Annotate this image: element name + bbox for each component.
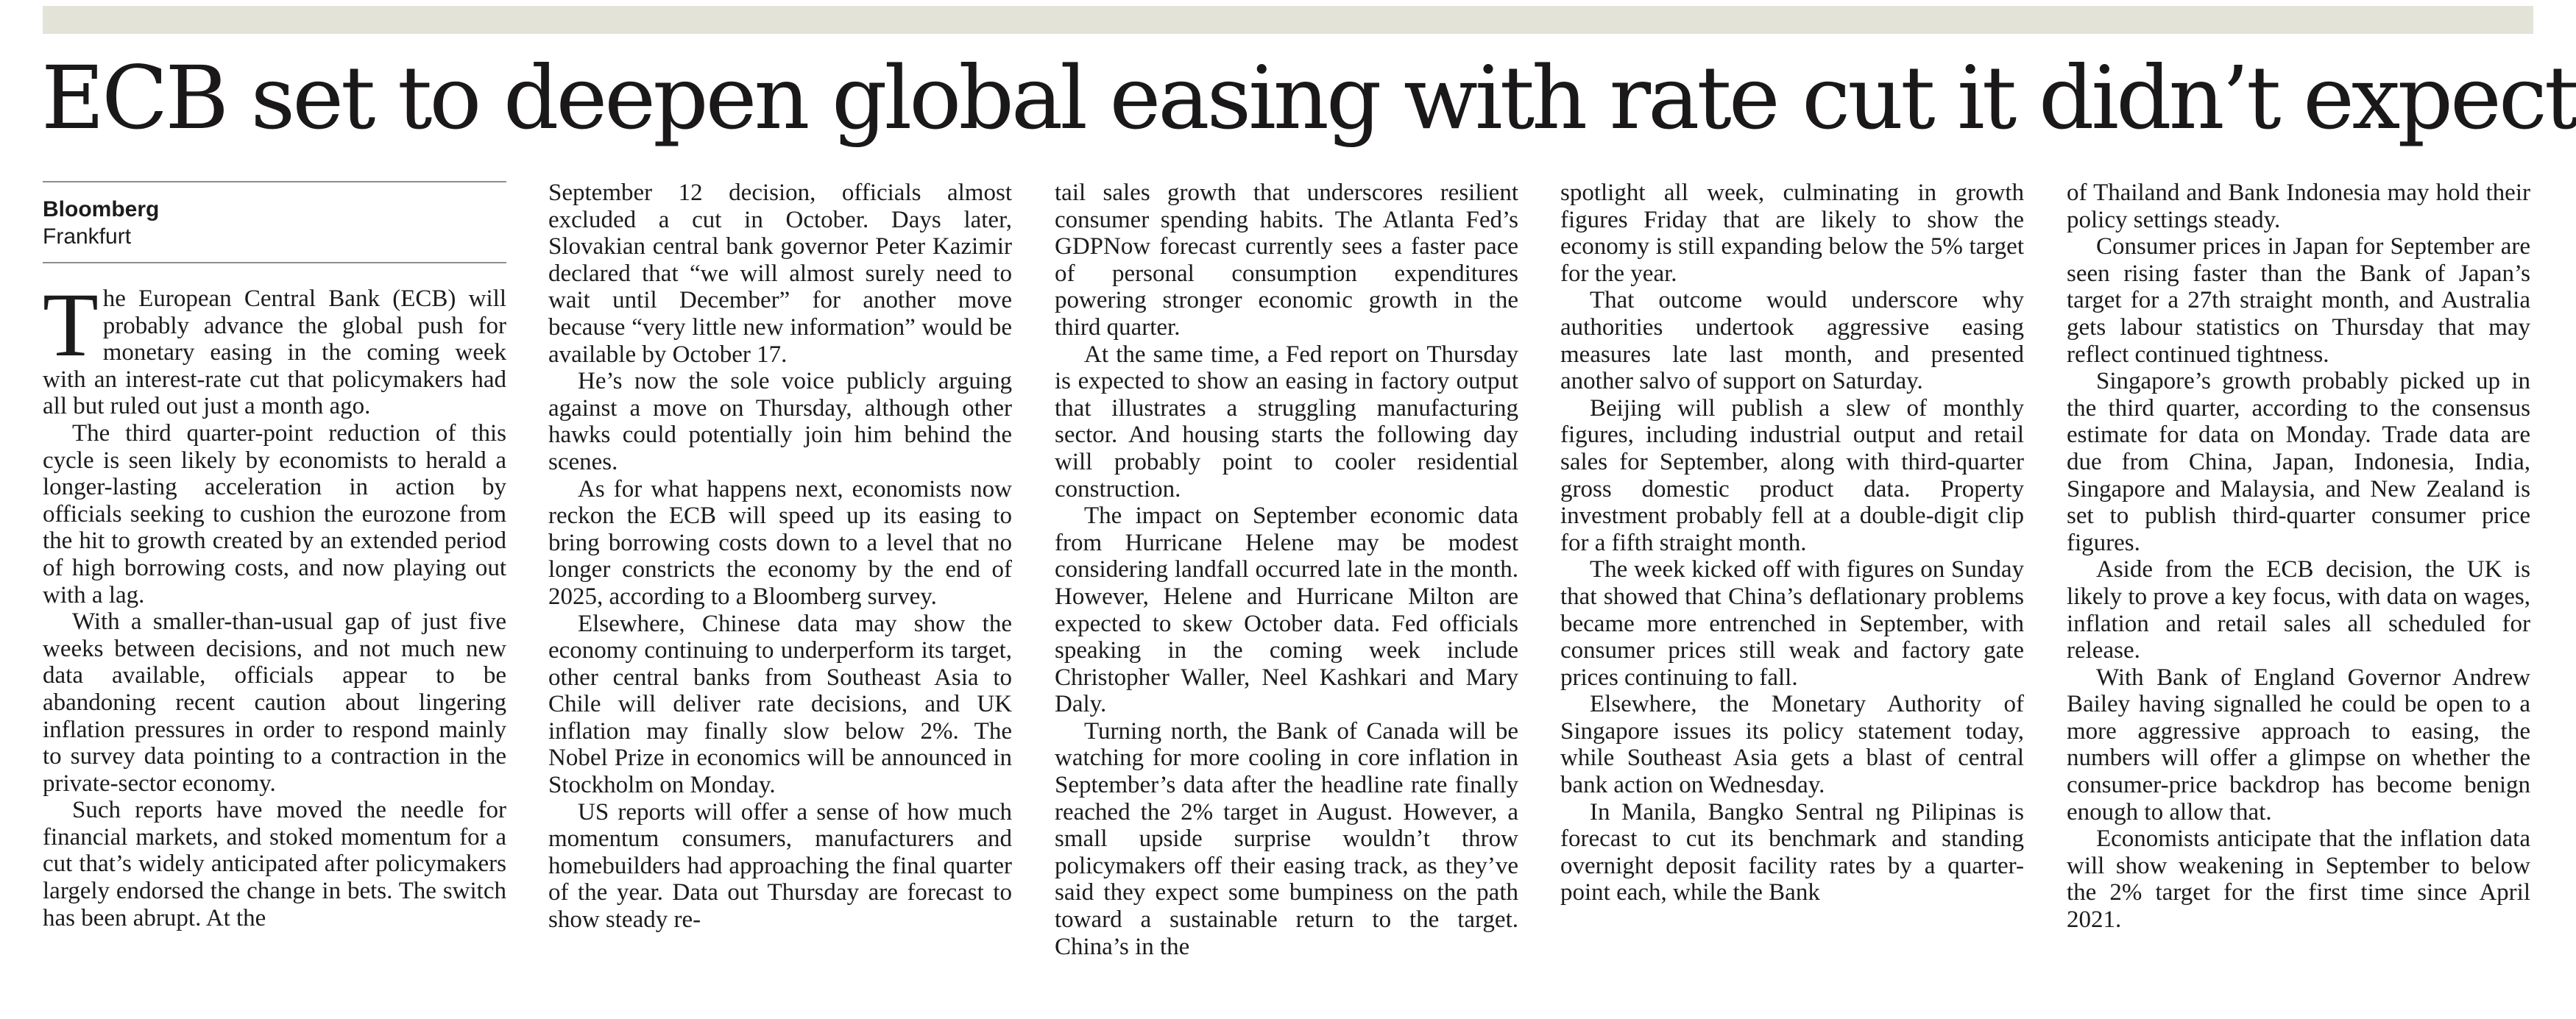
paragraph: Aside from the ECB decision, the UK is likely to prove a key focus, with data on wages, inflation and retail sales all scheduled for release. — [2067, 556, 2530, 664]
paragraph: That outcome would underscore why authorities undertook aggressive easing measures late last month, and presented another salvo of support on Saturday. — [1560, 287, 2024, 395]
paragraph: Elsewhere, the Monetary Authority of Singapore issues its policy statement today, while Southeast Asia gets a blast of central bank action on Wednesday. — [1560, 691, 2024, 799]
byline-source: Bloomberg — [43, 197, 160, 221]
paragraph: Beijing will publish a slew of monthly figures, including industrial output and retail sales for September, along with third-quarter gross domestic product data. Property investment probably fell at a double-digit clip for a fifth straight month. — [1560, 394, 2024, 556]
article-column-3 — [1055, 180, 1518, 1011]
paragraph: He’s now the sole voice publicly arguing against a move on Thursday, although other hawks could potentially join him behind the scenes. — [548, 368, 1012, 475]
paragraph: Economists anticipate that the inflation data will show weakening in September to below the 2% target for the first time since April 2021. — [2067, 826, 2530, 934]
article-column-2 — [548, 180, 1012, 1011]
paragraph: The European Central Bank (ECB) will probably advance the global push for monetary easing in the coming week with an interest-rate cut that policymakers had all but ruled out just a month ago. — [43, 274, 506, 420]
paragraph: Singapore’s growth probably picked up in the third quarter, according to the consensus estimate for data on Monday. Trade data are due from China, Japan, Indonesia, India, Singapore and Malaysia, and New Zealand is set to publish third-quarter consumer price figures. — [2067, 368, 2530, 556]
paragraph: The third quarter-point reduction of this cycle is seen likely by economists to herald a longer-lasting acceleration in action by officials seeking to cushion the eurozone from the hit to growth created by an extended period of high borrowing costs, and now playing out with a lag. — [43, 419, 506, 608]
article-column-5 — [2067, 180, 2530, 1011]
paragraph: At the same time, a Fed report on Thursday is expected to show an easing in factory output that illustrates a struggling manufacturing sector. And housing starts the following day will probably point to cooler residential construction. — [1055, 341, 1518, 503]
paragraph: US reports will offer a sense of how much momentum consumers, manufacturers and homebuilders had approaching the final quarter of the year. Data out Thursday are forecast to show steady re- — [548, 798, 1012, 934]
byline-location: Frankfurt — [43, 224, 132, 249]
paragraph: In Manila, Bangko Sentral ng Pilipinas is forecast to cut its benchmark and standing overnight deposit facility rates by a quarter-point each, while the Bank — [1560, 798, 2024, 906]
article-column-1 — [43, 181, 506, 1012]
byline — [43, 181, 506, 263]
paragraph: Such reports have moved the needle for financial markets, and stoked momentum for a cut that’s widely anticipated after policymakers largely endorsed the change in bets. The switch has been abrupt. At the — [43, 797, 506, 931]
paragraph: of Thailand and Bank Indonesia may hold their policy settings steady. — [2067, 180, 2530, 233]
paragraph: spotlight all week, culminating in growth figures Friday that are likely to show the economy is still expanding below the 5% target for the year. — [1560, 180, 2024, 287]
article-column-4 — [1560, 180, 2024, 1011]
drop-cap: T — [43, 274, 99, 375]
paragraph: Elsewhere, Chinese data may show the economy continuing to underperform its target, other central banks from Southeast Asia to Chile will deliver rate decisions, and UK inflation may finally slow below 2%. The Nobel Prize in economics will be announced in Stockholm on Monday. — [548, 610, 1012, 799]
paragraph: Turning north, the Bank of Canada will be watching for more cooling in core inflation in September’s data after the headline rate finally reached the 2% target in August. However, a small upside surprise wouldn’t throw policymakers off their easing track, as they’ve said they expect some bumpiness on the path toward a sustainable return to the target. China’s in the — [1055, 717, 1518, 960]
paragraph: tail sales growth that underscores resilient consumer spending habits. The Atlanta Fed’s GDPNow forecast currently sees a faster pace of personal consumption expenditures powering stronger economic growth in the third quarter. — [1055, 180, 1518, 341]
headline: ECB set to deepen global easing with rate cut it didn’t expect — [41, 47, 2576, 149]
paragraph: As for what happens next, economists now reckon the ECB will speed up its easing to bring borrowing costs down to a level that no longer constricts the economy by the end of 2025, according to a Bloomberg survey. — [548, 475, 1012, 610]
paragraph: With Bank of England Governor Andrew Bailey having signalled he could be open to a more aggressive approach to easing, the numbers will offer a glimpse on whether the consumer-price backdrop has become benign enough to allow that. — [2067, 664, 2530, 826]
paragraph: September 12 decision, officials almost excluded a cut in October. Days later, Slovakian central bank governor Peter Kazimir declared that “we will almost surely need to wait until December” for another move because “very little new information” would be available by October 17. — [548, 180, 1012, 368]
paragraph: The impact on September economic data from Hurricane Helene may be modest considering landfall occurred late in the month. However, Helene and Hurricane Milton are expected to skew October data. Fed officials speaking in the coming week include Christopher Waller, Neel Kashkari and Mary Daly. — [1055, 503, 1518, 718]
top-rule-bar — [43, 6, 2533, 34]
paragraph: Consumer prices in Japan for September are seen rising faster than the Bank of Japan’s target for a 27th straight month, and Australia gets labour statistics on Thursday that may reflect continued tightness. — [2067, 233, 2530, 368]
paragraph: With a smaller-than-usual gap of just five weeks between decisions, and not much new data available, officials appear to be abandoning recent caution about lingering inflation pressures in order to respond mainly to survey data pointing to a contraction in the private-sector economy. — [43, 608, 506, 797]
paragraph: The week kicked off with figures on Sunday that showed that China’s deflationary problems became more entrenched in September, with consumer prices still weak and factory gate prices continuing to fall. — [1560, 556, 2024, 691]
